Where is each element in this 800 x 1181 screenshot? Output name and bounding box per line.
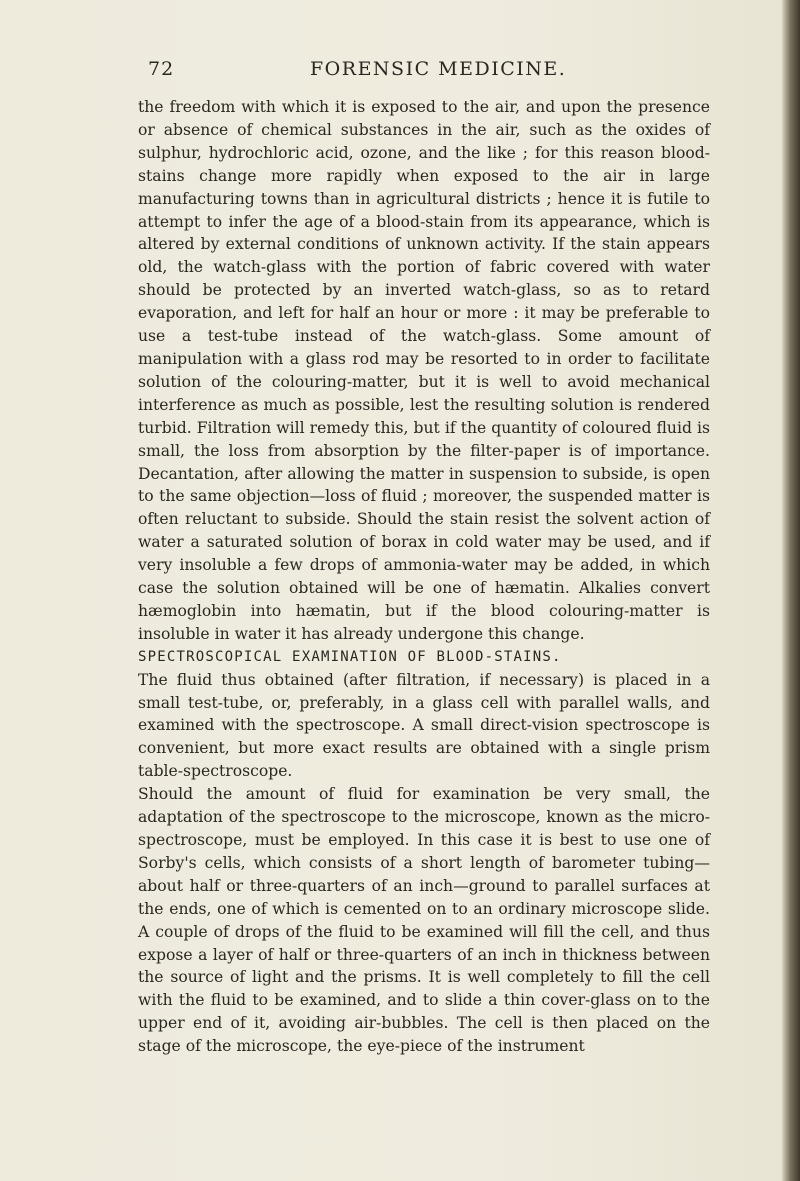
- paragraph-3: Should the amount of fluid for examination be very small, the adaptation of the spectroscope to the microscope, known as the micro-spectroscope, must be employed. In this case it is best to use one of Sorby's cells, which consists of a short length of barometer tubing—about half or three-quarters of an inch—ground to parallel surfaces at the ends, one of which is cemented on to an ordinary microscope slide. A couple of drops of the fluid to be examined will fill the cell, and thus expose a layer of half or three-quarters of an inch in thickness between the source of light and the prisms. It is well completely to fill the cell with the fluid to be examined, and to slide a thin cover-glass on to the upper end of it, avoiding air-bubbles. The cell is then placed on the stage of the microscope, the eye-piece of the instrument: [138, 785, 710, 1056]
- section-heading: SPECTROSCOPICAL EXAMINATION OF BLOOD-STAINS.: [138, 648, 562, 665]
- paragraph-1: the freedom with which it is exposed to the air, and upon the presence or absence of chemical substances in the air, such as the oxides of sulphur, hydrochloric acid, ozone, and the like ; for this reason blood-stains change more rapidly when exposed to the air in large manufacturing towns than in agricultural districts ; hence it is futile to attempt to infer the age of a blood-stain from its appearance, which is altered by external conditions of unknown activity. If the stain appears old, the watch-glass with the portion of fabric covered with water should be protected by an inverted watch-glass, so as to retard evaporation, and left for half an hour or more : it may be preferable to use a test-tube instead of the watch-glass. Some amount of manipulation with a glass rod may be resorted to in order to facilitate solution of the colouring-matter, but it is well to avoid mechanical interference as much as possible, lest the resulting solution is rendered turbid. Filtration will remedy this, but if the quantity of coloured fluid is small, the loss from absorption by the filter-paper is of importance. Decantation, after allowing the matter in suspension to subside, is open to the same objection—loss of fluid ; moreover, the suspended matter is often reluctant to subside. Should the stain resist the solvent action of water a saturated solution of borax in cold water may be used, and if very insoluble a few drops of ammonia-water may be added, in which case the solution obtained will be one of hæmatin. Alkalies convert hæmoglobin into hæmatin, but if the blood colouring-matter is insoluble in water it has already undergone this change.: [138, 98, 710, 643]
- page-header: [0, 58, 800, 88]
- running-head: FORENSIC MEDICINE.: [310, 58, 567, 80]
- page-edge-shadow: [782, 0, 800, 1181]
- body-text: [138, 96, 710, 1058]
- page-number: 72: [148, 58, 175, 80]
- paragraph-2: The fluid thus obtained (after filtration, if necessary) is placed in a small test-tube, or, preferably, in a glass cell with parallel walls, and examined with the spectroscope. A small direct-vision spectroscope is convenient, but more exact results are obtained with a single prism table-spectroscope.: [138, 670, 710, 781]
